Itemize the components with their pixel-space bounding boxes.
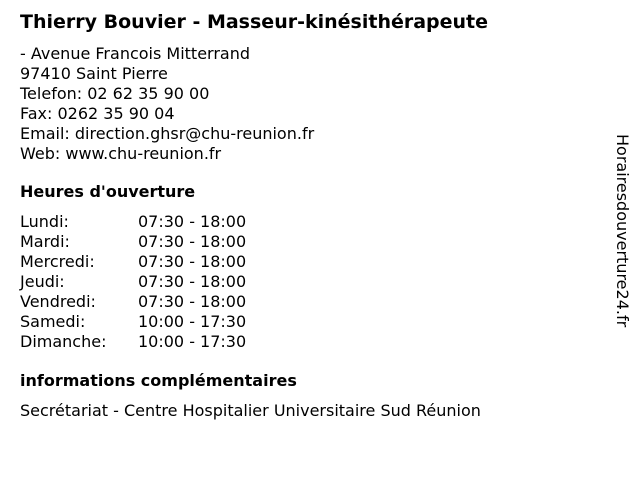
- email-address: Email: direction.ghsr@chu-reunion.fr: [20, 124, 315, 143]
- hours-day: Dimanche:: [20, 332, 107, 351]
- hours-row-lundi: [20, 212, 600, 232]
- info-heading: informations complémentaires: [20, 371, 297, 390]
- hours-row-mercredi: [20, 252, 600, 272]
- hours-day: Samedi:: [20, 312, 86, 331]
- hours-time: 07:30 - 18:00: [138, 252, 247, 271]
- street-address: - Avenue Francois Mitterrand: [20, 44, 251, 63]
- hours-time: 07:30 - 18:00: [138, 232, 247, 251]
- hours-time: 10:00 - 17:30: [138, 312, 247, 331]
- business-title: Thierry Bouvier - Masseur-kinésithérapeute: [20, 11, 489, 33]
- hours-time: 10:00 - 17:30: [138, 332, 247, 351]
- hours-row-vendredi: [20, 292, 600, 312]
- hours-time: 07:30 - 18:00: [138, 292, 247, 311]
- hours-row-mardi: [20, 232, 600, 252]
- hours-day: Mardi:: [20, 232, 70, 251]
- hours-day: Jeudi:: [20, 272, 65, 291]
- hours-heading: Heures d'ouverture: [20, 182, 196, 201]
- hours-time: 07:30 - 18:00: [138, 212, 247, 231]
- hours-day: Mercredi:: [20, 252, 95, 271]
- info-text: Secrétariat - Centre Hospitalier Universitaire Sud Réunion: [20, 401, 481, 420]
- city-address: 97410 Saint Pierre: [20, 64, 168, 83]
- opening-hours-table: [20, 212, 600, 352]
- hours-day: Vendredi:: [20, 292, 96, 311]
- hours-day: Lundi:: [20, 212, 69, 231]
- hours-time: 07:30 - 18:00: [138, 272, 247, 291]
- address-block: [20, 44, 600, 164]
- website-address: Web: www.chu-reunion.fr: [20, 144, 222, 163]
- hours-row-samedi: [20, 312, 600, 332]
- hours-row-dimanche: [20, 332, 600, 352]
- fax-number: Fax: 0262 35 90 04: [20, 104, 175, 123]
- business-card: [20, 8, 600, 421]
- phone-number: Telefon: 02 62 35 90 00: [20, 84, 210, 103]
- hours-row-jeudi: [20, 272, 600, 292]
- side-brand-watermark: Horairesdouverture24.fr: [613, 134, 632, 328]
